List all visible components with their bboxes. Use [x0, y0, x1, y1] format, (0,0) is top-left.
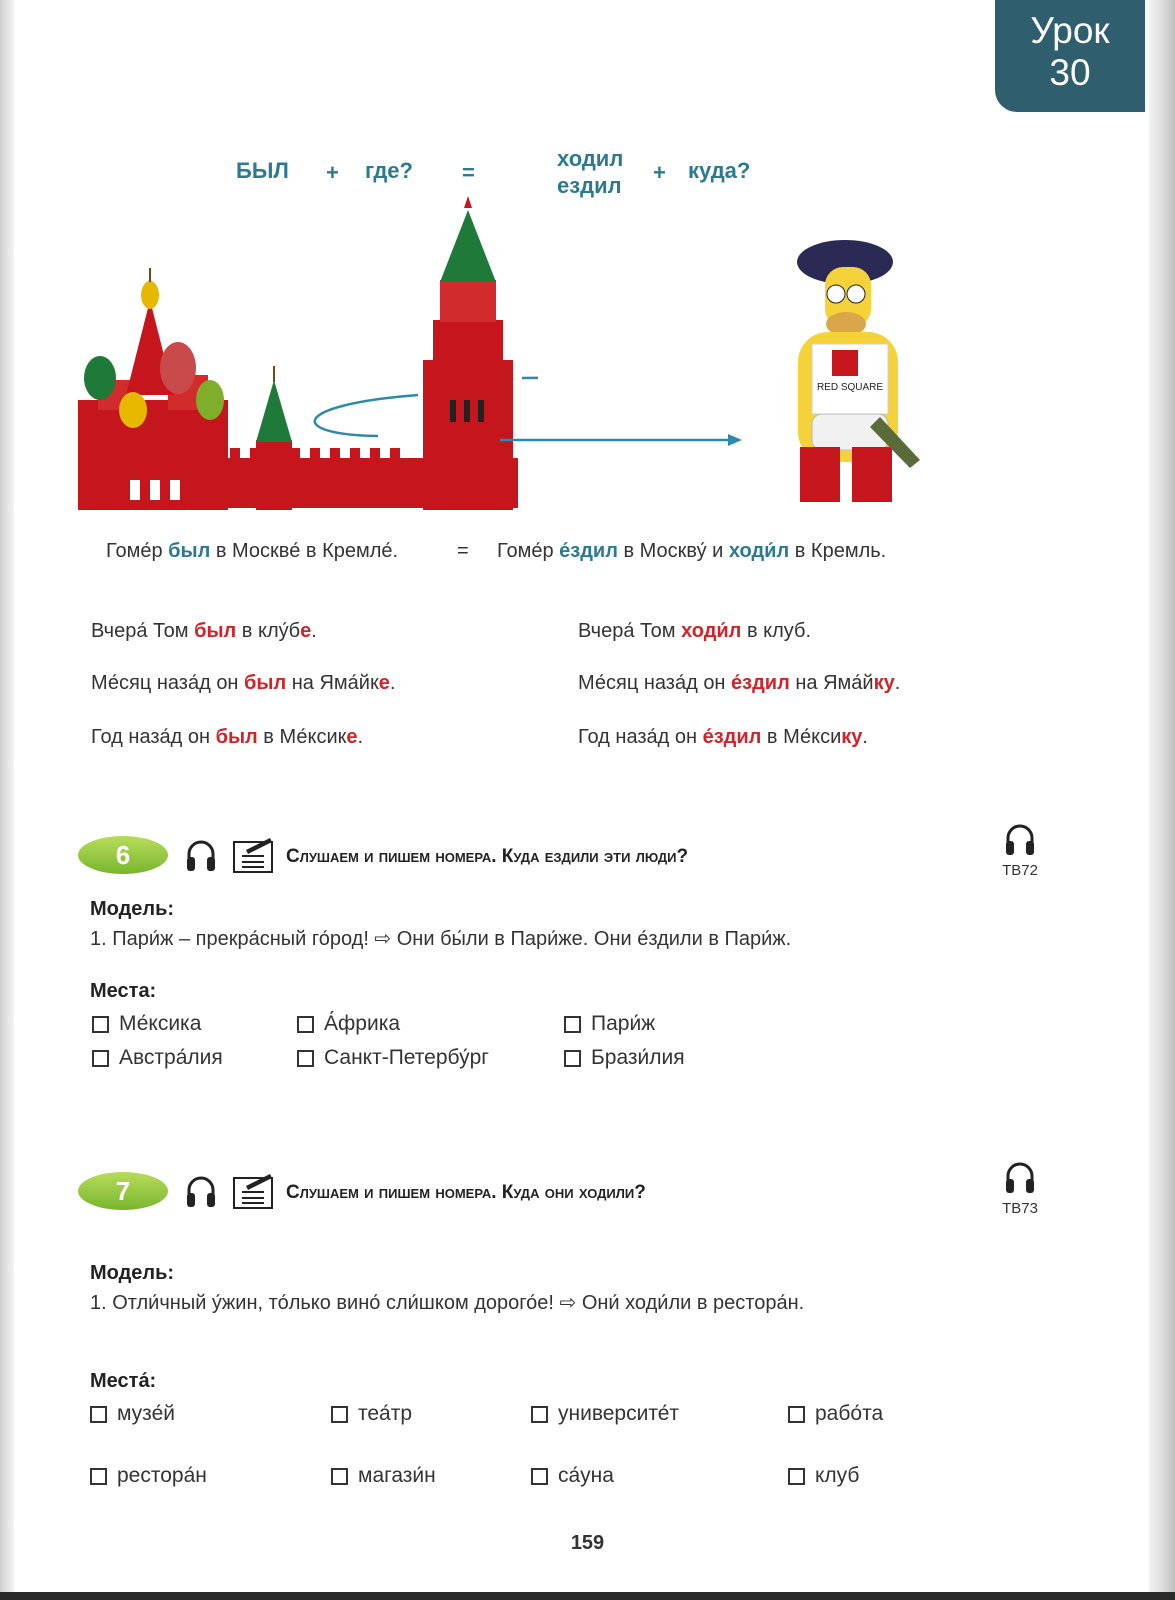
formula-left-word: БЫЛ	[236, 158, 289, 183]
example-text: Год наза́д он	[91, 726, 216, 748]
summary-right-verb-2: ходи́л	[728, 540, 790, 562]
headphones-icon	[184, 838, 218, 874]
example-ending: е	[300, 620, 312, 642]
example-text: .	[357, 726, 364, 748]
example-text: Ме́сяц наза́д он	[578, 672, 732, 694]
task6-track: ТВ72	[1002, 862, 1038, 879]
task7-place-checkbox[interactable]	[331, 1402, 412, 1426]
write-icon	[232, 836, 274, 874]
example-verb: е́здил	[702, 726, 762, 748]
example-text: .	[894, 672, 901, 694]
task7-model-text: 1. Отли́чный у́жин, то́лько вино́ сли́шком дорого́е! ⇨ Они́ ходи́ли в рестора́н.	[90, 1292, 805, 1314]
summary-equals: =	[457, 540, 469, 562]
formula-plus-1: +	[326, 160, 339, 185]
task7-place-checkbox[interactable]	[90, 1464, 207, 1488]
formula-left-question: где?	[365, 158, 413, 183]
example-left-2	[91, 672, 395, 695]
checkbox[interactable]	[90, 1468, 107, 1485]
place-label: университе́т	[558, 1402, 680, 1425]
example-text: на Яма́йк	[286, 672, 379, 694]
summary-left-verb: был	[168, 540, 211, 562]
place-label: рабо́та	[815, 1402, 884, 1425]
example-verb: был	[194, 620, 237, 642]
example-text: .	[862, 726, 868, 748]
example-right-1	[578, 620, 811, 643]
place-label: Пари́ж	[591, 1012, 656, 1035]
place-label: магази́н	[358, 1464, 436, 1487]
formula-right-word-1: ходил	[557, 146, 624, 171]
summary-left	[106, 540, 398, 563]
summary-right-part-1: Гоме́р	[497, 540, 560, 562]
task6-badge: 6	[78, 836, 168, 874]
example-text: Ме́сяц наза́д он	[91, 672, 245, 694]
shirt-text: RED SQUARE	[816, 382, 884, 393]
example-verb: е́здил	[731, 672, 790, 694]
scan-edge-bottom	[0, 1592, 1175, 1600]
task7-places-label: Места́:	[90, 1370, 157, 1392]
example-text: в Ме́кси	[761, 726, 842, 748]
example-text: на Яма́й	[789, 672, 874, 694]
place-label: Ме́ксика	[119, 1012, 202, 1035]
task6-model-text: 1. Пари́ж – прекра́сный го́род! ⇨ Они бы́ли в Пари́же. Они е́здили в Пари́ж.	[90, 928, 792, 950]
scan-edge-right	[1149, 0, 1175, 1600]
task7-place-checkbox[interactable]	[531, 1402, 679, 1426]
example-right-3	[578, 726, 868, 749]
task7-badge: 7	[78, 1172, 168, 1210]
checkbox[interactable]	[92, 1050, 109, 1067]
task6-place-checkbox[interactable]	[92, 1012, 201, 1036]
formula-right-word-2: ездил	[557, 173, 622, 198]
headphones-icon	[1003, 1160, 1037, 1196]
lesson-tab	[995, 0, 1145, 112]
checkbox[interactable]	[788, 1468, 805, 1485]
place-label: рестора́н	[117, 1464, 207, 1487]
checkbox[interactable]	[331, 1468, 348, 1485]
summary-right-verb-1: е́здил	[559, 540, 618, 562]
task6-place-checkbox[interactable]	[297, 1012, 400, 1036]
checkbox[interactable]	[92, 1016, 109, 1033]
place-label: са́уна	[558, 1464, 614, 1487]
summary-right	[497, 540, 886, 563]
checkbox[interactable]	[297, 1016, 314, 1033]
place-label: Австра́лия	[119, 1046, 223, 1069]
place-label: А́фрика	[324, 1012, 401, 1035]
example-text: .	[389, 672, 396, 694]
example-ending: ку	[841, 726, 863, 748]
summary-right-part-2: в Москву́ и	[617, 540, 729, 562]
lesson-number: 30	[1049, 52, 1091, 93]
checkbox[interactable]	[90, 1406, 107, 1423]
checkbox[interactable]	[788, 1406, 805, 1423]
checkbox[interactable]	[331, 1406, 348, 1423]
task7-model-label: Модель:	[90, 1262, 175, 1284]
example-text: в клуб.	[741, 620, 812, 642]
checkbox[interactable]	[297, 1050, 314, 1067]
task6-place-checkbox[interactable]	[297, 1046, 489, 1070]
page-number: 159	[570, 1532, 605, 1554]
task7-title: Слушаем и пишем номера. Куда они ходили?	[286, 1182, 646, 1203]
example-verb: был	[215, 726, 258, 748]
checkbox[interactable]	[564, 1016, 581, 1033]
formula-right-question: куда?	[688, 158, 751, 183]
headphones-icon	[184, 1174, 218, 1210]
task6-place-checkbox[interactable]	[564, 1012, 655, 1036]
example-text: Год наза́д он	[578, 726, 703, 748]
example-text: в Ме́ксик	[257, 726, 347, 748]
lesson-word: Урок	[1030, 10, 1110, 51]
example-ending: е	[346, 726, 358, 748]
task7-track: ТВ73	[1002, 1200, 1038, 1217]
checkbox[interactable]	[531, 1468, 548, 1485]
formula-equals: =	[462, 160, 475, 185]
example-text: Вчера́ Том	[91, 620, 195, 642]
headphones-icon	[1003, 822, 1037, 858]
checkbox[interactable]	[531, 1406, 548, 1423]
summary-left-part-2: в Москве́ в Кремле́.	[210, 540, 399, 562]
example-verb: ходи́л	[681, 620, 742, 642]
example-ending: е	[378, 672, 390, 694]
write-icon	[232, 1172, 274, 1210]
task6-title: Слушаем и пишем номера. Куда ездили эти люди?	[286, 846, 689, 867]
example-left-3	[91, 726, 363, 749]
homer-illustration	[770, 232, 930, 522]
example-right-2	[578, 672, 900, 695]
formula-plus-2: +	[653, 160, 666, 185]
place-label: музе́й	[117, 1402, 175, 1425]
task6-model-label: Модель:	[90, 898, 175, 920]
task7-place-checkbox[interactable]	[90, 1402, 175, 1426]
summary-right-part-3: в Кремль.	[789, 540, 887, 562]
place-label: клуб	[815, 1464, 860, 1487]
place-label: Брази́лия	[591, 1046, 685, 1069]
example-text: в клу́б	[236, 620, 301, 642]
scan-edge-left	[0, 0, 14, 1600]
place-label: Санкт-Петербу́рг	[324, 1046, 489, 1069]
example-left-1	[91, 620, 317, 643]
task6-places-label: Места:	[90, 980, 157, 1002]
kremlin-illustration	[78, 190, 538, 520]
task6-place-checkbox[interactable]	[92, 1046, 223, 1070]
summary-left-part-1: Гоме́р	[106, 540, 169, 562]
example-text: .	[311, 620, 317, 642]
task7-place-checkbox[interactable]	[788, 1402, 883, 1426]
task7-place-checkbox[interactable]	[531, 1464, 614, 1488]
task7-place-checkbox[interactable]	[331, 1464, 436, 1488]
example-ending: ку	[873, 672, 895, 694]
place-label: теа́тр	[358, 1402, 413, 1425]
example-verb: был	[244, 672, 287, 694]
arrow-to-homer	[500, 430, 750, 450]
example-text: Вчера́ Том	[578, 620, 682, 642]
task6-place-checkbox[interactable]	[564, 1046, 685, 1070]
task7-place-checkbox[interactable]	[788, 1464, 859, 1488]
checkbox[interactable]	[564, 1050, 581, 1067]
